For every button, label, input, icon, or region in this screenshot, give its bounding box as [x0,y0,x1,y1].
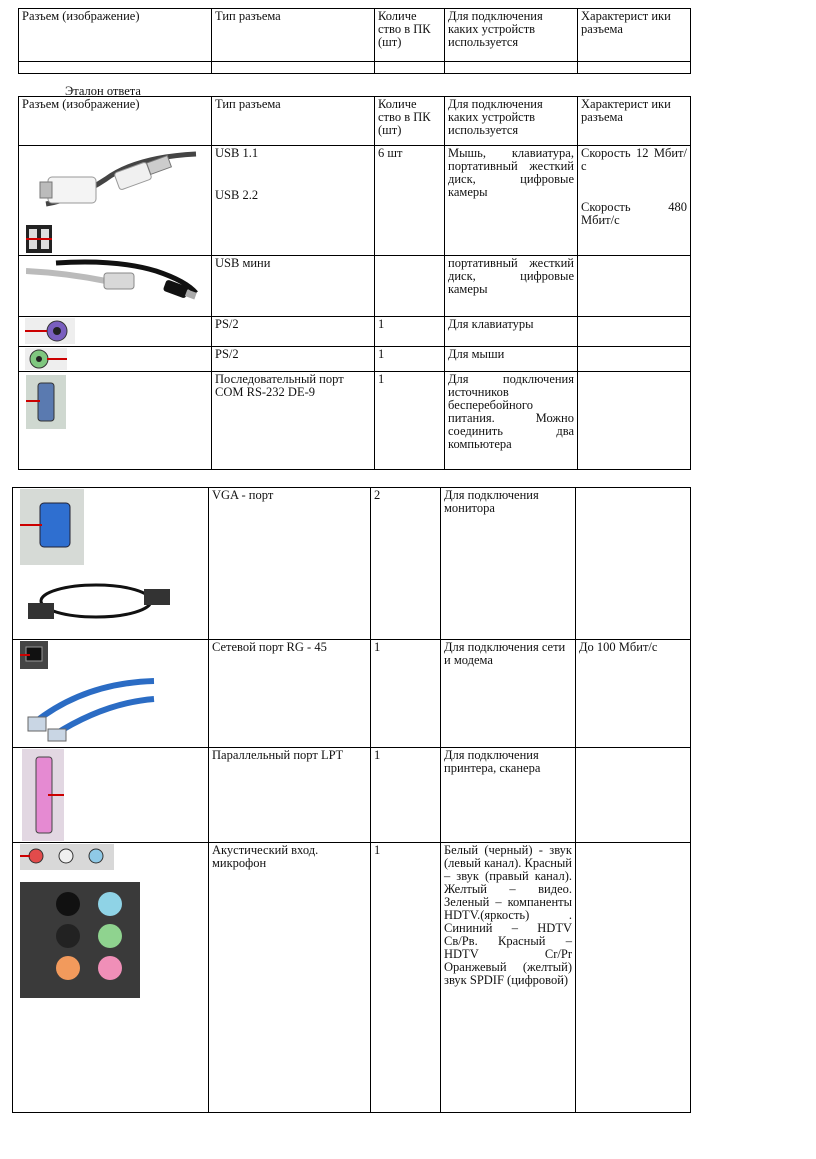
header-characteristics: Характерист ики разъема [578,9,691,62]
table-row [19,146,691,256]
ps2-keyboard-port-image [25,318,75,344]
mini-usb-cable-image [26,259,202,311]
table-row [13,488,691,640]
connector-use: Мышь, клавиатура, портативный жесткий диск, цифровые камеры [445,146,578,256]
connector-type: Сетевой порт RG - 45 [209,640,371,748]
header-count: Количе ство в ПК (шт) [375,9,445,62]
connector-characteristics [576,748,691,843]
connector-count: 1 [371,640,441,748]
vga-image-cell [13,488,209,640]
connector-count: 1 [375,372,445,470]
empty-row [19,62,691,74]
connector-type: USB 1.1 [215,146,259,160]
header-use: Для подключения каких устройств используется [445,9,578,62]
header-characteristics: Характерист ики разъема [578,97,691,146]
connector-type: Последовательный порт COM RS-232 DE-9 [212,372,375,470]
blank-table [18,8,691,74]
answer-table [18,96,691,470]
connector-characteristics [576,488,691,640]
connector-characteristics [578,372,691,470]
answer-label: Эталон ответа [65,84,141,98]
connector-characteristics [578,256,691,317]
usb-port-image [26,225,52,253]
ps2-mouse-image-cell [19,347,212,372]
connector-characteristics: До 100 Мбит/с [576,640,691,748]
connector-use: Для мыши [445,347,578,372]
connector-use: Для подключения источников бесперебойного питания. Можно соединить два компьютера [445,372,578,470]
connector-type: USB 2.2 [215,188,259,202]
ethernet-port-image [20,641,48,669]
connector-characteristics [578,317,691,347]
table-row [13,640,691,748]
audio-image-cell [13,843,209,1113]
vga-cable-image [26,577,176,629]
usb-image-cell [19,146,212,256]
connector-count: 1 [375,317,445,347]
lpt-port-image [22,749,64,841]
lpt-image-cell [13,748,209,843]
connector-type: PS/2 [212,317,375,347]
mini-usb-image-cell [19,256,212,317]
table-row [19,317,691,347]
header-use: Для подключения каких устройств используется [445,97,578,146]
header-row [19,9,691,62]
usb-cable-image [36,149,206,219]
connector-count: 1 [375,347,445,372]
connector-count [375,256,445,317]
table-row [19,256,691,317]
ps2-keyboard-image-cell [19,317,212,347]
connector-use: Белый (черный) - звук (левый канал). Красный – звук (правый канал). Желтый – видео. Зеленый – компаненты HDTV.(яркость) . Сининий – HDTV Cв/Pв. Красный – HDTV Cr/Pr Оранжевый (желтый) звук SPDIF (цифровой) [441,843,576,1113]
vga-port-image [20,489,84,565]
connector-characteristics [576,843,691,1113]
ps2-mouse-port-image [25,348,67,370]
connector-type: Акустический вход. микрофон [209,843,371,1113]
com-port-image [26,375,66,429]
answer-table-continued [12,487,691,1113]
connector-type: Параллельный порт LPT [209,748,371,843]
connector-type: PS/2 [212,347,375,372]
connector-count: 6 шт [375,146,445,256]
connector-count: 1 [371,843,441,1113]
connector-use: Для подключения сети и модема [441,640,576,748]
table-row [19,372,691,470]
header-count: Количе ство в ПК (шт) [375,97,445,146]
header-row [19,97,691,146]
connector-use: Для подключения монитора [441,488,576,640]
connector-use: Для подключения принтера, сканера [441,748,576,843]
connector-characteristics: Скорость 480 Мбит/с [581,200,687,227]
ethernet-cable-image [24,673,156,743]
header-connector: Разъем (изображение) [19,9,212,62]
connector-type: VGA - порт [209,488,371,640]
audio-panel-image [20,882,140,998]
com-image-cell [19,372,212,470]
ethernet-image-cell [13,640,209,748]
connector-characteristics: Скорость 12 Мбит/с [581,146,687,173]
connector-count: 2 [371,488,441,640]
connector-count: 1 [371,748,441,843]
table-row [19,347,691,372]
header-type: Тип разъема [212,97,375,146]
audio-jack-strip-image [20,844,114,870]
connector-characteristics [578,347,691,372]
table-row [13,748,691,843]
header-connector: Разъем (изображение) [19,97,212,146]
table-row [13,843,691,1113]
connector-use: Для клавиатуры [445,317,578,347]
header-type: Тип разъема [212,9,375,62]
connector-type: USB мини [212,256,375,317]
connector-use: портативный жесткий диск, цифровые камеры [445,256,578,317]
